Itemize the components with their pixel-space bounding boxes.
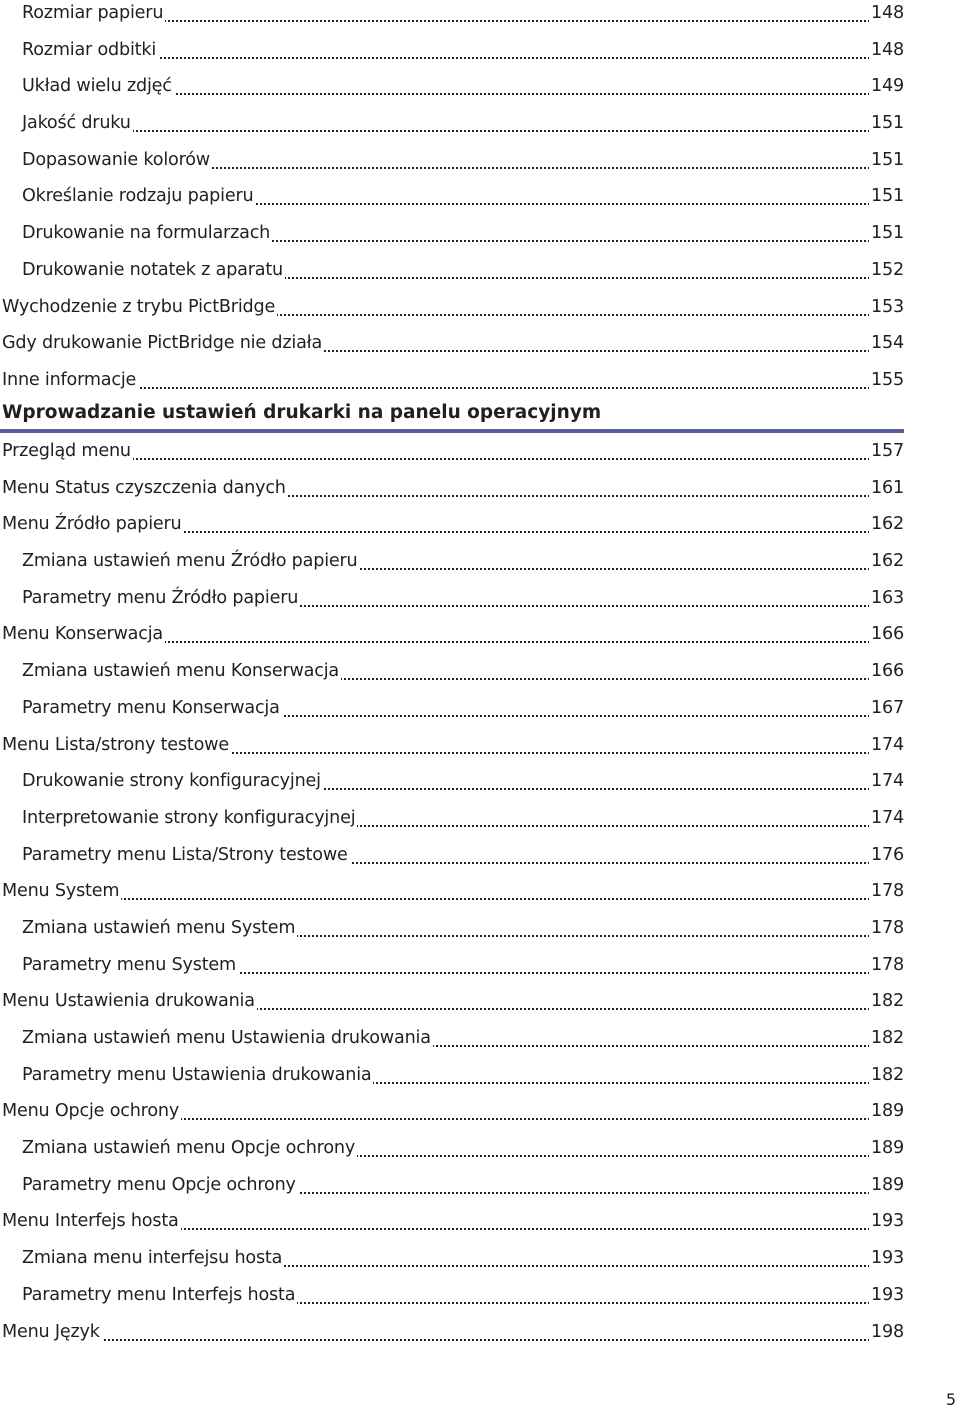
toc-entry-title: Rozmiar odbitki [22, 39, 157, 60]
toc-entry-title: Parametry menu Interfejs hosta [22, 1284, 296, 1305]
toc-entry-page: 149 [871, 76, 904, 97]
toc-entry[interactable] [0, 147, 904, 184]
toc-entry[interactable] [0, 1062, 904, 1099]
toc-entry[interactable] [0, 0, 904, 37]
toc-entry[interactable] [0, 511, 904, 548]
dot-leader [4, 1339, 902, 1341]
toc-entry[interactable] [0, 475, 904, 512]
dot-leader [24, 130, 902, 132]
toc-entry-page: 176 [871, 844, 904, 865]
dot-leader [4, 458, 902, 460]
toc-entry-page: 193 [871, 1248, 904, 1269]
toc-entry[interactable] [0, 330, 904, 367]
toc-entry-title: Zmiana ustawień menu Opcje ochrony [22, 1138, 356, 1159]
toc-entry-page: 166 [871, 661, 904, 682]
toc-entry-page: 182 [871, 1028, 904, 1048]
toc-entry-title: Określanie rodzaju papieru [22, 186, 254, 207]
toc-entry-title: Menu Ustawienia drukowania [2, 991, 255, 1012]
toc-entry-page: 178 [871, 881, 904, 902]
toc-entry-title: Parametry menu System [22, 954, 236, 975]
toc-entry-title: Interpretowanie strony konfiguracyjnej [22, 807, 356, 828]
toc-entry-title: Jakość druku [22, 113, 131, 134]
toc-entry-page: 189 [871, 1174, 904, 1195]
toc-entry-page: 182 [871, 1064, 904, 1085]
toc-entry-title: Menu Konserwacja [2, 624, 164, 645]
toc-entry[interactable] [0, 438, 904, 475]
toc-entry-page: 189 [871, 1138, 904, 1159]
toc-entry-page: 151 [871, 186, 904, 207]
toc-entry-title: Menu Źródło papieru [2, 514, 182, 535]
toc-entry-title: Parametry menu Ustawienia drukowania [22, 1064, 372, 1085]
toc-entry-page: 189 [871, 1101, 904, 1122]
toc-entry-title: Dopasowanie kolorów [22, 149, 210, 170]
toc-list-lower [0, 438, 904, 1355]
toc-entry-page: 157 [871, 441, 904, 461]
toc-entry[interactable] [0, 183, 904, 220]
toc-entry-page: 166 [871, 624, 904, 645]
toc-entry-title: Wychodzenie z trybu PictBridge [2, 296, 276, 317]
toc-entry-page: 193 [871, 1284, 904, 1305]
toc-entry[interactable] [0, 988, 904, 1025]
toc-entry-title: Zmiana ustawień menu Źródło papieru [22, 551, 358, 572]
toc-entry[interactable] [0, 110, 904, 147]
toc-entry-title: Parametry menu Opcje ochrony [22, 1174, 296, 1195]
toc-entry-title: Drukowanie strony konfiguracyjnej [22, 771, 321, 792]
toc-entry-title: Drukowanie na formularzach [22, 223, 271, 244]
toc-entry-page: 151 [871, 149, 904, 170]
toc-entry[interactable] [0, 220, 904, 257]
toc-entry-title: Menu Lista/strony testowe [2, 734, 229, 755]
page-number: 5 [945, 1390, 956, 1409]
toc-entry[interactable] [0, 294, 904, 331]
toc-entry-title: Układ wielu zdjęć [22, 76, 172, 97]
toc-entry-page: 174 [871, 807, 904, 828]
toc-entry-page: 153 [871, 296, 904, 317]
toc-entry-page: 198 [871, 1321, 904, 1342]
toc-entry-page: 193 [871, 1211, 904, 1232]
toc-entry-title: Rozmiar papieru [22, 3, 164, 23]
toc-entry[interactable] [0, 73, 904, 110]
toc-entry-page: 152 [871, 259, 904, 280]
toc-entry-title: Parametry menu Konserwacja [22, 697, 280, 718]
toc-entry-page: 174 [871, 771, 904, 792]
toc-entry-page: 178 [871, 954, 904, 975]
toc-entry-page: 151 [871, 223, 904, 244]
toc-entry-title: Drukowanie notatek z aparatu [22, 259, 284, 280]
toc-entry-title: Zmiana menu interfejsu hosta [22, 1248, 283, 1269]
toc-entry[interactable] [0, 732, 904, 769]
toc-entry-page: 161 [871, 477, 904, 498]
toc-entry-title: Parametry menu Źródło papieru [22, 587, 299, 608]
toc-entry-page: 151 [871, 113, 904, 134]
toc-entry[interactable] [0, 768, 904, 805]
toc-entry[interactable] [0, 1208, 904, 1245]
toc-entry[interactable] [0, 1319, 904, 1356]
toc-entry[interactable] [0, 1098, 904, 1135]
toc-entry-title: Menu Opcje ochrony [2, 1101, 180, 1122]
toc-entry-title: Menu Status czyszczenia danych [2, 477, 286, 498]
toc-entry[interactable] [0, 621, 904, 658]
toc-entry-page: 178 [871, 917, 904, 938]
toc-entry-title: Parametry menu Lista/Strony testowe [22, 844, 348, 865]
toc-entry-page: 148 [871, 39, 904, 60]
toc-entry-title: Zmiana ustawień menu System [22, 917, 296, 938]
toc-entry[interactable] [0, 585, 904, 622]
toc-list-upper [0, 0, 904, 404]
toc-entry-page: 155 [871, 369, 904, 390]
toc-entry-title: Zmiana ustawień menu Ustawienia drukowania [22, 1028, 431, 1048]
toc-entry-title: Menu Język [2, 1321, 100, 1342]
toc-entry-title: Gdy drukowanie PictBridge nie działa [2, 333, 323, 354]
toc-entry-page: 182 [871, 991, 904, 1012]
toc-entry-title: Menu System [2, 881, 120, 902]
toc-entry[interactable] [0, 915, 904, 952]
toc-entry[interactable] [0, 952, 904, 989]
toc-entry[interactable] [0, 257, 904, 294]
toc-entry[interactable] [0, 658, 904, 695]
toc-entry[interactable] [0, 548, 904, 585]
toc-entry-title: Inne informacje [2, 369, 137, 390]
toc-entry[interactable] [0, 1245, 904, 1282]
toc-entry-page: 162 [871, 551, 904, 572]
toc-entry-page: 148 [871, 3, 904, 23]
toc-entry-page: 174 [871, 734, 904, 755]
toc-entry-page: 162 [871, 514, 904, 535]
toc-entry[interactable] [0, 37, 904, 74]
toc-entry-page: 154 [871, 333, 904, 354]
dot-leader [4, 387, 902, 389]
toc-entry[interactable] [0, 842, 904, 879]
toc-entry[interactable] [0, 1135, 904, 1172]
toc-entry-page: 167 [871, 697, 904, 718]
toc-entry-title: Przegląd menu [2, 441, 131, 461]
toc-entry[interactable] [0, 1282, 904, 1319]
heading-rule [0, 429, 904, 433]
toc-entry[interactable] [0, 805, 904, 842]
dot-leader [4, 898, 902, 900]
section-heading: Wprowadzanie ustawień drukarki na panelu operacyjnym [2, 402, 602, 423]
toc-entry[interactable] [0, 1172, 904, 1209]
toc-entry[interactable] [0, 878, 904, 915]
toc-entry-title: Menu Interfejs hosta [2, 1211, 179, 1232]
toc-entry[interactable] [0, 695, 904, 732]
toc-entry[interactable] [0, 1025, 904, 1062]
toc-entry-page: 163 [871, 587, 904, 608]
toc-entry-title: Zmiana ustawień menu Konserwacja [22, 661, 339, 682]
